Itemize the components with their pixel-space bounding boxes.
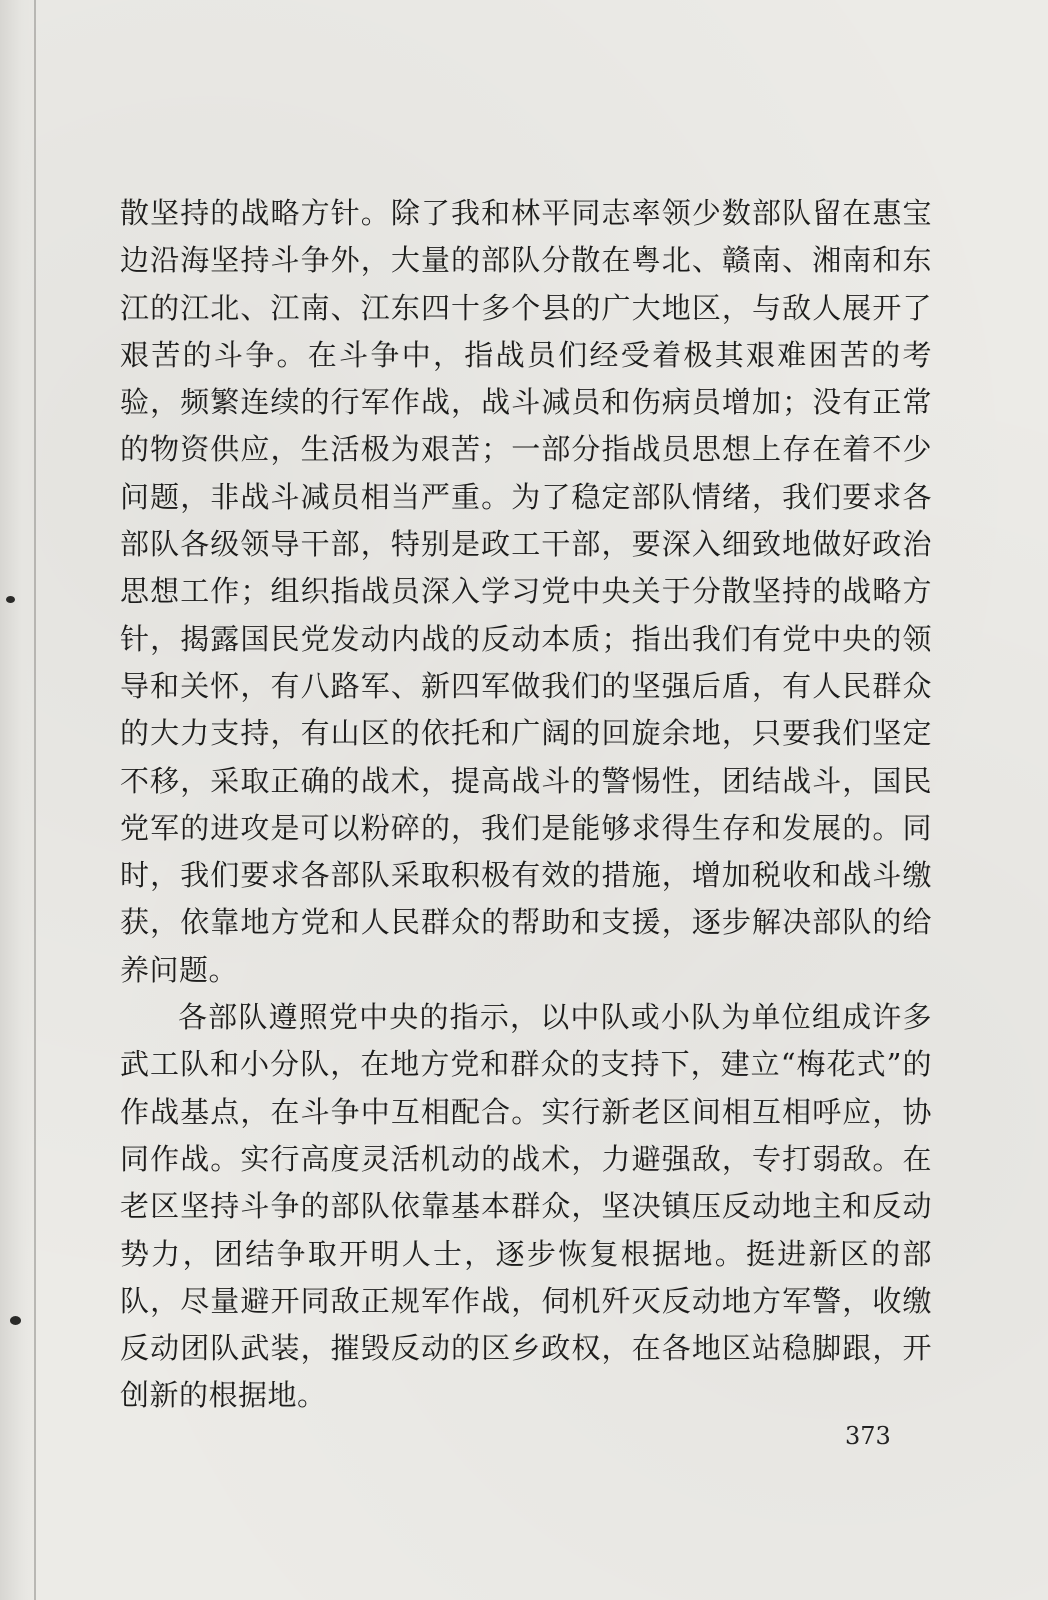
- paragraph-2: 各部队遵照党中央的指示，以中队或小队为单位组成许多武工队和小分队，在地方党和群众的支持下，建立“梅花式”的作战基点，在斗争中互相配合。实行新老区间相互相呼应，协同作战。实行高度灵活机动的战术，力避强敌，专打弱敌。在老区坚持斗争的部队依靠基本群众，坚决镇压反动地主和反动势力，团结争取开明人士，逐步恢复根据地。挺进新区的部队，尽量避开同敌正规军作战，伺机歼灭反动地方军警，收缴反动团队武装，摧毁反动的区乡政权，在各地区站稳脚跟，开创新的根据地。: [120, 1000, 932, 1413]
- binding-edge-line: [34, 0, 36, 1600]
- paragraph-1: 散坚持的战略方针。除了我和林平同志率领少数部队留在惠宝边沿海坚持斗争外，大量的部队分散在粤北、赣南、湘南和东江的江北、江南、江东四十多个县的广大地区，与敌人展开了艰苦的斗争。在斗争中，指战员们经受着极其艰难困苦的考验，频繁连续的行军作战，战斗减员和伤病员增加；没有正常的物资供应，生活极为艰苦；一部分指战员思想上存在着不少问题，非战斗减员相当严重。为了稳定部队情绪，我们要求各部队各级领导干部，特别是政工干部，要深入细致地做好政治思想工作；组织指战员深入学习党中央关于分散坚持的战略方针，揭露国民党发动内战的反动本质；指出我们有党中央的领导和关怀，有八路军、新四军做我们的坚强后盾，有人民群众的大力支持，有山区的依托和广阔的回旋余地，只要我们坚定不移，采取正确的战术，提高战斗的警惕性，团结战斗，国民党军的进攻是可以粉碎的，我们是能够求得生存和发展的。同时，我们要求各部队采取积极有效的措施，增加税收和战斗缴获，依靠地方党和人民群众的帮助和支援，逐步解决部队的给养问题。: [120, 196, 932, 987]
- page-gutter: [0, 0, 36, 1600]
- ink-spot: [10, 1316, 21, 1325]
- page-number: 373: [845, 1422, 891, 1450]
- ink-spot: [6, 596, 15, 603]
- body-text: [120, 190, 932, 1420]
